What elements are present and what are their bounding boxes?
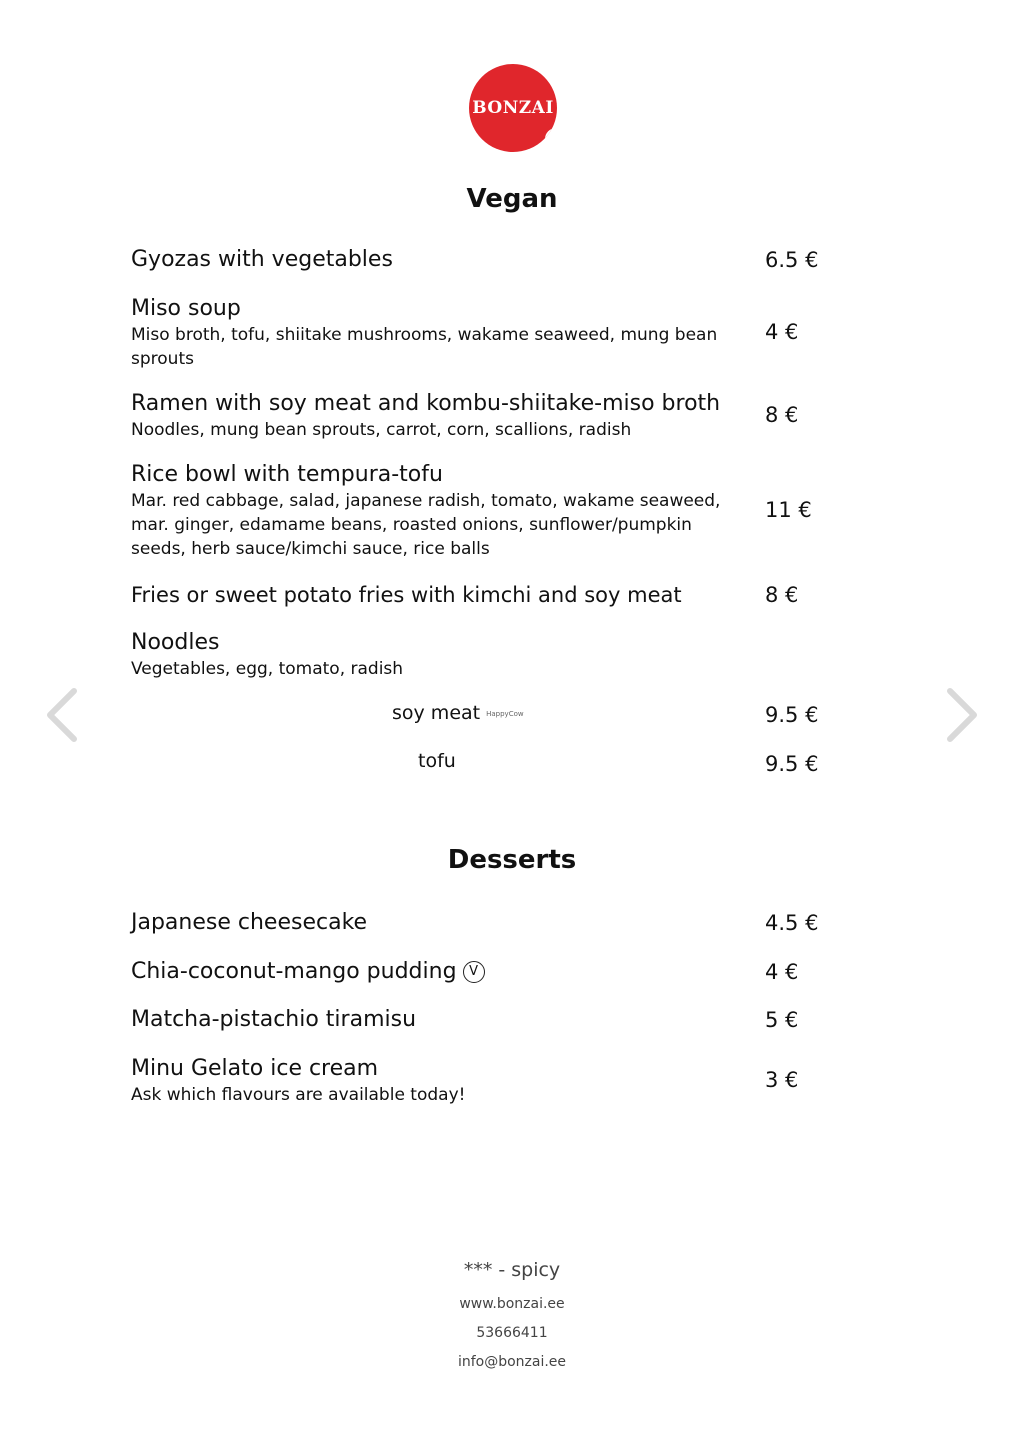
menu-item	[131, 581, 682, 609]
noodle-option-label: soy meat	[392, 702, 481, 724]
item-name: Minu Gelato ice cream	[131, 1056, 379, 1081]
item-price: 8 €	[765, 583, 799, 607]
item-description: Vegetables, egg, tomato, radish	[131, 659, 404, 679]
item-name: Miso soup	[131, 296, 241, 321]
desserts-section-title: Desserts	[447, 845, 577, 875]
item-name: Matcha-pistachio tiramisu	[131, 1007, 417, 1032]
item-name: Noodles	[131, 630, 220, 655]
item-price: 4.5 €	[765, 911, 819, 935]
noodle-option-soy-meat	[392, 702, 524, 724]
item-price: 6.5 €	[765, 248, 819, 272]
menu-item	[131, 909, 367, 937]
vegan-v-badge-icon: V	[463, 961, 485, 983]
phone-number[interactable]: 53666411	[476, 1325, 548, 1341]
noodle-option-label: tofu	[418, 750, 456, 772]
bonzai-logo	[469, 64, 557, 152]
spicy-legend: *** - spicy	[463, 1259, 561, 1281]
item-price: 4 €	[765, 960, 799, 984]
item-description: Mar. red cabbage, salad, japanese radish, tomato, wakame seaweed, mar. ginger, edamame beans, roasted onions, sunflower/pumpkin seeds, herb sauce/kimchi sauce, rice balls	[131, 491, 721, 559]
item-description: Ask which flavours are available today!	[131, 1085, 466, 1105]
menu-item	[131, 958, 485, 986]
item-price: 11 €	[765, 498, 812, 522]
menu-item	[131, 390, 731, 442]
next-button[interactable]	[942, 686, 982, 744]
noodle-option-price: 9.5 €	[765, 703, 819, 727]
item-price: 8 €	[765, 403, 799, 427]
noodle-option-tofu	[418, 750, 456, 772]
email-link[interactable]: info@bonzai.ee	[457, 1354, 567, 1370]
menu-item	[131, 1055, 731, 1107]
chevron-left-icon	[44, 687, 80, 743]
item-price: 5 €	[765, 1008, 799, 1032]
item-name: Rice bowl with tempura-tofu	[131, 462, 443, 487]
item-price: 4 €	[765, 320, 799, 344]
item-name: Ramen with soy meat and kombu-shiitake-miso broth	[131, 391, 721, 416]
item-name: Chia-coconut-mango pudding	[131, 959, 457, 984]
item-price: 3 €	[765, 1068, 799, 1092]
website-link[interactable]: www.bonzai.ee	[459, 1296, 565, 1312]
previous-button[interactable]	[42, 686, 82, 744]
chevron-right-icon	[944, 687, 980, 743]
noodle-option-price: 9.5 €	[765, 752, 819, 776]
item-name: Gyozas with vegetables	[131, 247, 393, 272]
logo-text: BONZAI	[472, 98, 554, 118]
vegan-section-title: Vegan	[466, 184, 558, 214]
menu-item	[131, 461, 731, 561]
item-name: Japanese cheesecake	[131, 910, 368, 935]
menu-item	[131, 246, 393, 274]
item-name: Fries or sweet potato fries with kimchi and soy meat	[131, 583, 682, 607]
menu-item	[131, 629, 731, 681]
item-description: Miso broth, tofu, shiitake mushrooms, wakame seaweed, mung bean sprouts	[131, 325, 718, 369]
menu-item	[131, 1006, 416, 1034]
happycow-watermark: HappyCow	[486, 709, 524, 718]
item-name-row	[131, 958, 485, 986]
item-description: Noodles, mung bean sprouts, carrot, corn, scallions, radish	[131, 420, 632, 440]
menu-item	[131, 295, 731, 371]
logo-bite	[545, 128, 557, 150]
